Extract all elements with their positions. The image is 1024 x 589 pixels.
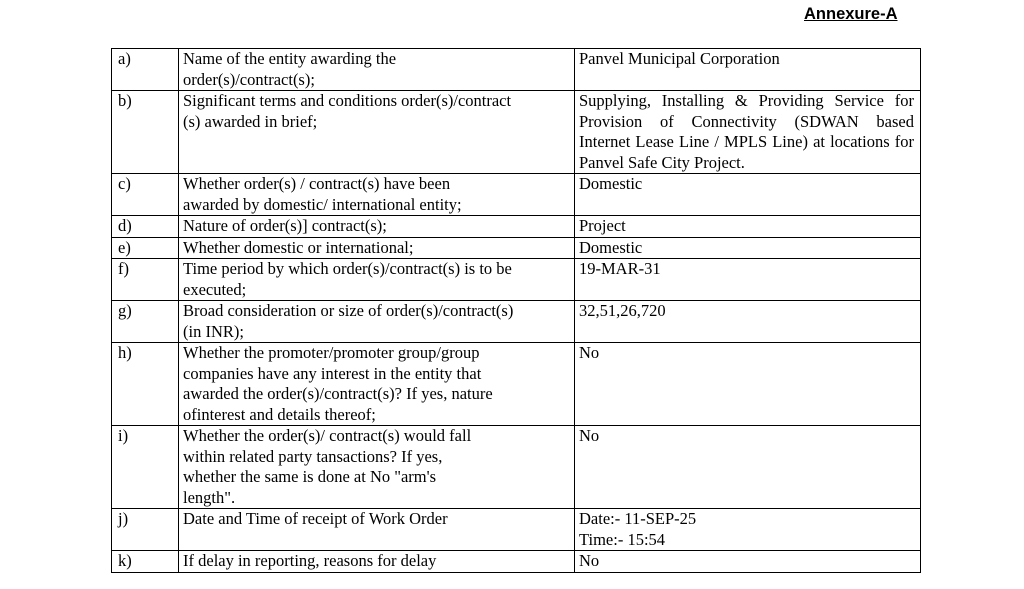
table-row xyxy=(112,509,921,551)
description-line: ofinterest and details thereof; xyxy=(183,404,376,424)
value-line: Domestic xyxy=(579,174,643,193)
row-value xyxy=(575,343,921,426)
description-line: (in INR); xyxy=(183,321,244,341)
description-line: executed; xyxy=(183,279,247,299)
value-line: No xyxy=(579,426,600,445)
row-value xyxy=(575,174,921,216)
row-value xyxy=(575,49,921,91)
row-value xyxy=(575,237,921,259)
row-label: c) xyxy=(112,174,179,216)
description-line: within related party tansactions? If yes, xyxy=(183,446,443,466)
row-description xyxy=(179,91,575,174)
row-value xyxy=(575,259,921,301)
description-line: Whether domestic or international; xyxy=(183,237,414,257)
table-row xyxy=(112,174,921,216)
table-row xyxy=(112,426,921,509)
disclosure-table xyxy=(111,48,921,573)
row-label: a) xyxy=(112,49,179,91)
value-line: Supplying, Installing & Providing Service for Provision of Connectivity (SDWAN based Internet Lease Line / MPLS Line) at locations for Panvel Safe City Project. xyxy=(579,91,914,172)
row-description xyxy=(179,49,575,91)
row-description xyxy=(179,259,575,301)
row-label: b) xyxy=(112,91,179,174)
description-line: order(s)/contract(s); xyxy=(183,69,315,89)
row-description xyxy=(179,237,575,259)
description-line: Name of the entity awarding the xyxy=(183,49,397,68)
row-label: j) xyxy=(112,509,179,551)
row-description xyxy=(179,551,575,573)
description-line: (s) awarded in brief; xyxy=(183,111,318,131)
table-row xyxy=(112,237,921,259)
description-line: Broad consideration or size of order(s)/contract(s) xyxy=(183,301,514,320)
description-line: Whether order(s) / contract(s) have been xyxy=(183,174,451,193)
value-line: 32,51,26,720 xyxy=(579,301,666,320)
row-label: h) xyxy=(112,343,179,426)
row-label: d) xyxy=(112,216,179,238)
row-value xyxy=(575,509,921,551)
row-value xyxy=(575,426,921,509)
description-line: awarded by domestic/ international entity; xyxy=(183,194,462,214)
row-description xyxy=(179,426,575,509)
table-row xyxy=(112,49,921,91)
table-row xyxy=(112,301,921,343)
row-value xyxy=(575,551,921,573)
row-label: f) xyxy=(112,259,179,301)
table-row xyxy=(112,91,921,174)
table-row xyxy=(112,216,921,238)
row-value xyxy=(575,301,921,343)
table-row xyxy=(112,343,921,426)
row-description xyxy=(179,509,575,551)
value-line: Panvel Municipal Corporation xyxy=(579,49,780,68)
value-line: Time:- 15:54 xyxy=(579,529,666,549)
description-line: If delay in reporting, reasons for delay xyxy=(183,551,437,570)
row-description xyxy=(179,343,575,426)
table-row xyxy=(112,259,921,301)
table-row xyxy=(112,551,921,573)
row-description xyxy=(179,301,575,343)
description-line: Whether the promoter/promoter group/group xyxy=(183,343,480,362)
value-line: No xyxy=(579,343,600,362)
description-line: Time period by which order(s)/contract(s) is to be xyxy=(183,259,512,278)
value-line: Domestic xyxy=(579,237,643,257)
description-line: Whether the order(s)/ contract(s) would fall xyxy=(183,426,472,445)
row-label: k) xyxy=(112,551,179,573)
row-value xyxy=(575,216,921,238)
row-description xyxy=(179,216,575,238)
row-label: e) xyxy=(112,237,179,259)
description-line: whether the same is done at No "arm's xyxy=(183,467,437,486)
description-line: Date and Time of receipt of Work Order xyxy=(183,509,448,528)
value-line: No xyxy=(579,551,600,570)
row-label: i) xyxy=(112,426,179,509)
annexure-title: Annexure-A xyxy=(804,5,898,23)
description-line: Significant terms and conditions order(s)/contract xyxy=(183,91,512,110)
row-description xyxy=(179,174,575,216)
row-value xyxy=(575,91,921,174)
description-line: awarded the order(s)/contract(s)? If yes, nature xyxy=(183,384,493,403)
row-label: g) xyxy=(112,301,179,343)
value-line: Date:- 11-SEP-25 xyxy=(579,509,697,528)
value-line: Project xyxy=(579,216,626,235)
description-line: Nature of order(s)] contract(s); xyxy=(183,216,387,235)
value-line: 19-MAR-31 xyxy=(579,259,661,278)
description-line: companies have any interest in the entity that xyxy=(183,363,482,383)
description-line: length". xyxy=(183,487,236,507)
